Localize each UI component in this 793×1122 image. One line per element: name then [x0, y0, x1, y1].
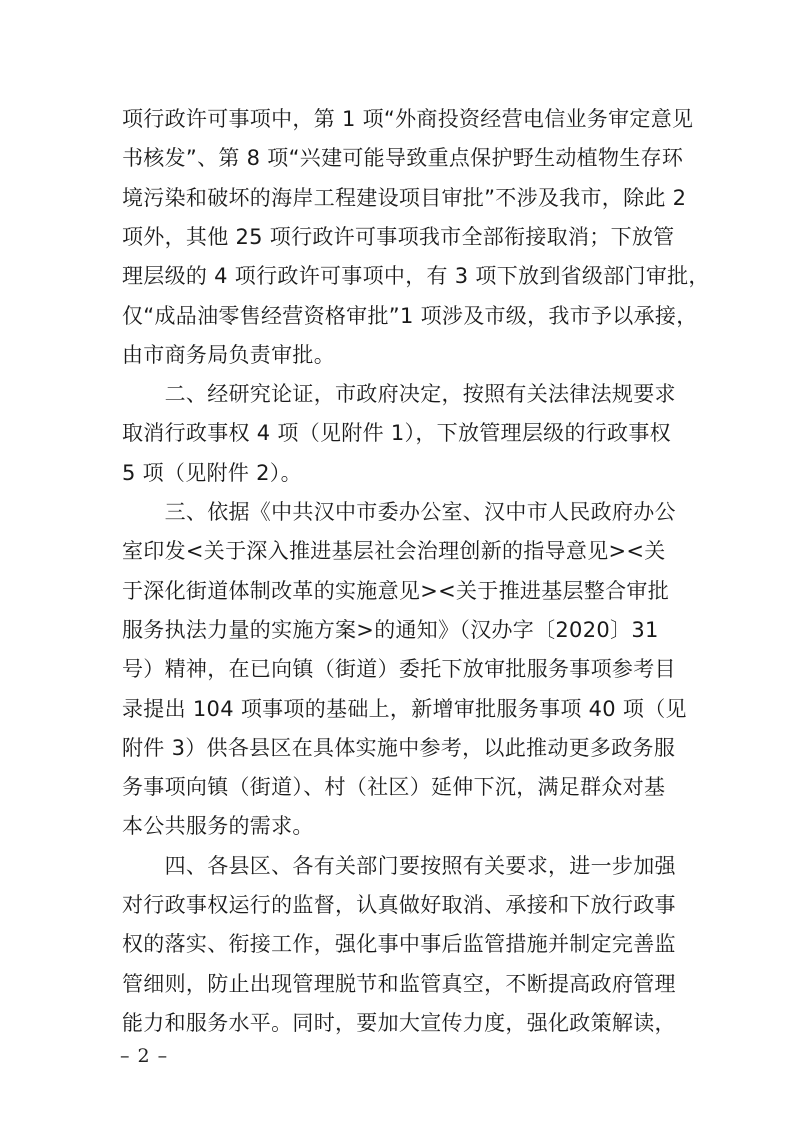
text-line: 5 项（见附件 2）。 — [122, 460, 302, 485]
text-line: 服务执法力量的实施方案>的通知》（汉办字〔2020〕31 — [122, 617, 659, 642]
text-line: 能力和服务水平。同时，要加大宣传力度，强化政策解读， — [122, 1010, 676, 1035]
page-number: – 2 – — [120, 1045, 169, 1067]
text-line: 对行政事权运行的监督，认真做好取消、承接和下放行政事 — [122, 893, 676, 917]
text-line: 项外，其他 25 项行政许可事项我市全部衔接取消；下放管 — [122, 224, 675, 249]
text-line: 务事项向镇（街道）、村（社区）延伸下沉，满足群众对基 — [122, 775, 666, 800]
text-line: 仅“成品油零售经营资格审批”1 项涉及市级，我市予以承接， — [122, 303, 698, 328]
text-line: 管细则，防止出现管理脱节和监管真空，不断提高政府管理 — [122, 971, 676, 996]
text-line: 境污染和破坏的海岸工程建设项目审批”不涉及我市，除此 2 — [122, 185, 687, 210]
text-line: 理层级的 4 项行政许可事项中，有 3 项下放到省级部门审批， — [122, 264, 710, 289]
text-line: 由市商务局负责审批。 — [122, 342, 335, 367]
text-line: 权的落实、衔接工作，强化事中事后监管措施并制定完善监 — [122, 932, 676, 957]
text-line: 项行政许可事项中，第 1 项“外商投资经营电信业务审定意见 — [122, 107, 694, 131]
text-line: 附件 3）供各县区在具体实施中参考，以此推动更多政务服 — [122, 735, 676, 760]
text-line: 室印发<关于深入推进基层社会治理创新的指导意见><关 — [122, 539, 666, 564]
text-line: 四、各县区、各有关部门要按照有关要求，进一步加强 — [122, 853, 676, 878]
text-line: 号）精神，在已向镇（街道）委托下放审批服务事项参考目 — [122, 657, 676, 682]
text-line: 录提出 104 项事项的基础上，新增审批服务事项 40 项（见 — [122, 696, 687, 721]
text-line: 于深化街道体制改革的实施意见><关于推进基层整合审批 — [122, 578, 669, 603]
text-line: 取消行政事权 4 项（见附件 1），下放管理层级的行政事权 — [122, 421, 671, 446]
text-line: 书核发”、第 8 项“兴建可能导致重点保护野生动植物生存环 — [122, 146, 684, 171]
text-line: 二、经研究论证，市政府决定，按照有关法律法规要求 — [122, 382, 676, 407]
text-line: 三、依据《中共汉中市委办公室、汉中市人民政府办公 — [122, 500, 676, 524]
text-line: 本公共服务的需求。 — [122, 814, 314, 839]
